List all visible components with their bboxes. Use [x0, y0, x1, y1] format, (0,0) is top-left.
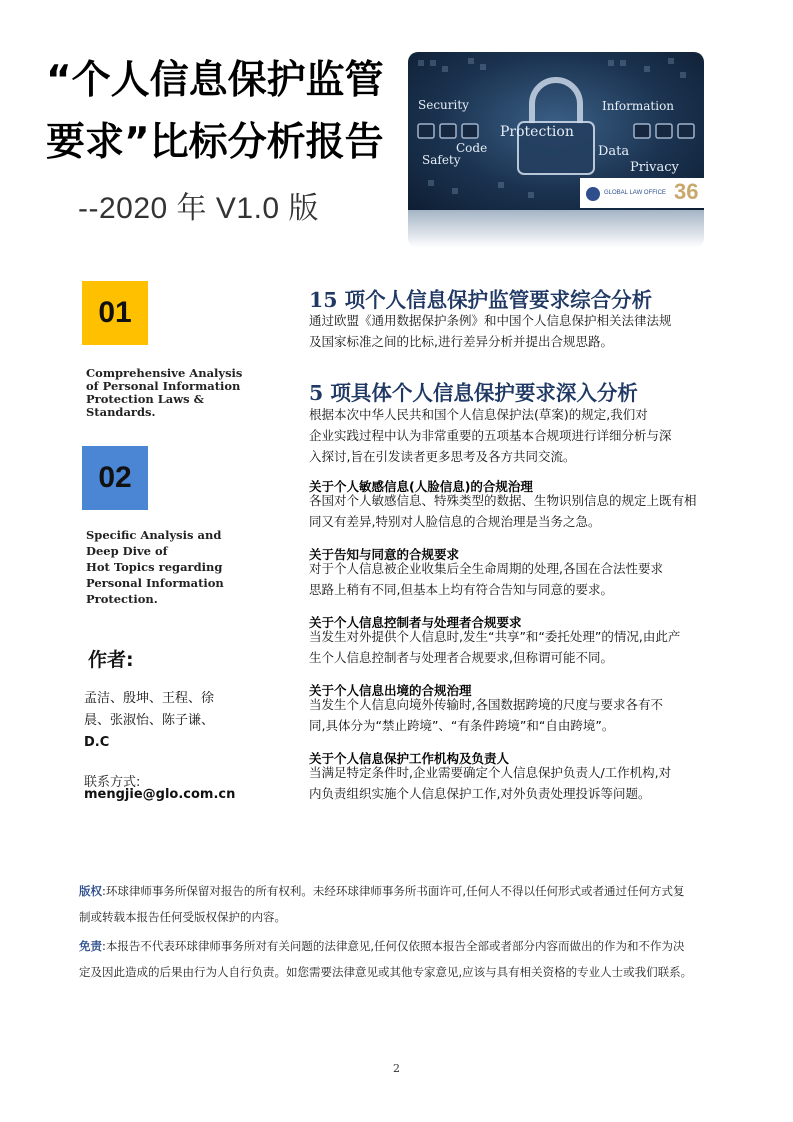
body-line: 当满足特定条件时,企业需要确定个人信息保护负责人/工作机构,对 [309, 765, 672, 780]
hero-reflection [408, 210, 704, 248]
badge-01-description [86, 367, 256, 419]
version-label: --2020 年 V1.0 版 [78, 192, 319, 225]
badge-01-desc-line: of Personal Information [86, 379, 241, 393]
topic-4-body [309, 694, 729, 736]
logo-badge [580, 178, 704, 208]
badge-02: 02 [82, 446, 148, 510]
title-line-2: 要求”比标分析报告 [46, 120, 384, 165]
badge-01: 01 [82, 281, 148, 345]
body-line: 当发生个人信息向境外传输时,各国数据跨境的尺度与要求各有不 [309, 697, 663, 712]
hero-word-security: Security [418, 98, 469, 112]
body-line: 根据本次中华人民共和国个人信息保护法(草案)的规定,我们对 [309, 407, 648, 422]
badge-01-desc-line: Protection Laws & [86, 392, 205, 406]
section-2-body [309, 404, 729, 467]
topic-1-title: 关于个人敏感信息(人脸信息)的合规治理 [309, 479, 533, 494]
hero-word-data: Data [598, 144, 630, 159]
body-line: 对于个人信息被企业收集后全生命周期的处理,各国在合法性要求 [309, 561, 663, 576]
title-line-1: “个人信息保护监管 [46, 58, 384, 103]
author-line: 晨、张淑怡、陈子谦、 [84, 713, 215, 728]
body-line: 通过欧盟《通用数据保护条例》和中国个人信息保护相关法律法规 [309, 313, 672, 328]
copyright-text: :环球律师事务所保留对报告的所有权利。未经环球律师事务所书面许可,任何人不得以任何形式或者通过任何方式复 [102, 884, 685, 898]
contact-label: 联系方式: [84, 775, 141, 790]
hero-word-privacy: Privacy [630, 160, 679, 175]
topic-5-body [309, 762, 729, 804]
section-2-title: 5 项具体个人信息保护要求深入分析 [309, 381, 638, 405]
disclaimer-label: 免责 [79, 939, 102, 953]
copyright-label: 版权 [79, 884, 102, 898]
author-list [84, 688, 264, 754]
page-number: 2 [393, 1062, 400, 1075]
badge-02-desc-line: Deep Dive of [86, 544, 168, 558]
logo-number: 36 [674, 179, 699, 204]
disclaimer-text-cont: 定及因此造成的后果由行为人自行负责。如您需要法律意见或其他专家意见,应该与具有相关资格的专业人士或我们联系。 [79, 965, 693, 979]
hero-word-safety: Safety [422, 153, 461, 167]
topic-2-title: 关于告知与同意的合规要求 [309, 547, 460, 562]
topic-1-body [309, 490, 729, 532]
topic-5-title: 关于个人信息保护工作机构及负责人 [309, 751, 510, 766]
body-line: 内负责组织实施个人信息保护工作,对外负责处理投诉等问题。 [309, 786, 651, 801]
topic-4-title: 关于个人信息出境的合规治理 [309, 683, 472, 698]
author-heading: 作者: [88, 649, 134, 671]
disclaimer-notice [79, 933, 739, 985]
contact-email-link[interactable]: mengjie@glo.com.cn [84, 787, 236, 802]
section-1-title: 15 项个人信息保护监管要求综合分析 [309, 288, 653, 312]
copyright-notice [79, 878, 739, 930]
hero-word-code: Code [456, 141, 488, 155]
hero-word-protection: Protection [500, 124, 574, 140]
body-line: 入探讨,旨在引发读者更多思考及各方共同交流。 [309, 449, 576, 464]
body-line: 各国对个人敏感信息、特殊类型的数据、生物识别信息的规定上既有相 [309, 493, 697, 508]
badge-02-desc-line: Hot Topics regarding [86, 560, 223, 574]
body-line: 及国家标准之间的比标,进行差异分析并提出合规思路。 [309, 334, 613, 349]
badge-02-desc-line: Protection. [86, 592, 158, 606]
hero-background [408, 52, 704, 210]
author-line: D.C [84, 735, 110, 750]
badge-01-desc-line: Standards. [86, 405, 156, 419]
body-line: 当发生对外提供个人信息时,发生“共享”和“委托处理”的情况,由此产 [309, 629, 681, 644]
topic-3-body [309, 626, 729, 668]
logo-text: GLOBAL LAW OFFICE [604, 190, 666, 196]
copyright-text-cont: 制或转载本报告任何受版权保护的内容。 [79, 910, 286, 924]
page-title [46, 50, 391, 174]
section-1-body [309, 310, 729, 352]
body-line: 同又有差异,特别对人脸信息的合规治理是当务之急。 [309, 514, 601, 529]
badge-01-desc-line: Comprehensive Analysis [86, 366, 243, 380]
author-line: 孟洁、殷坤、王程、徐 [84, 691, 215, 706]
body-line: 生个人信息控制者与处理者合规要求,但称谓可能不同。 [309, 650, 613, 665]
hero-word-information: Information [602, 99, 675, 113]
badge-02-desc-line: Specific Analysis and [86, 528, 222, 542]
badge-02-description [86, 527, 256, 607]
body-line: 思路上稍有不同,但基本上均有符合告知与同意的要求。 [309, 582, 613, 597]
hero-image [408, 52, 704, 248]
badge-02-desc-line: Personal Information [86, 576, 224, 590]
logo-icon [586, 187, 600, 201]
topic-3-title: 关于个人信息控制者与处理者合规要求 [309, 615, 522, 630]
body-line: 同,具体分为“禁止跨境”、“有条件跨境”和“自由跨境”。 [309, 718, 615, 733]
body-line: 企业实践过程中认为非常重要的五项基本合规项进行详细分析与深 [309, 428, 672, 443]
disclaimer-text: :本报告不代表环球律师事务所对有关问题的法律意见,任何仅依照本报告全部或者部分内容而做出的作为和不作为决 [102, 939, 685, 953]
topic-2-body [309, 558, 729, 600]
